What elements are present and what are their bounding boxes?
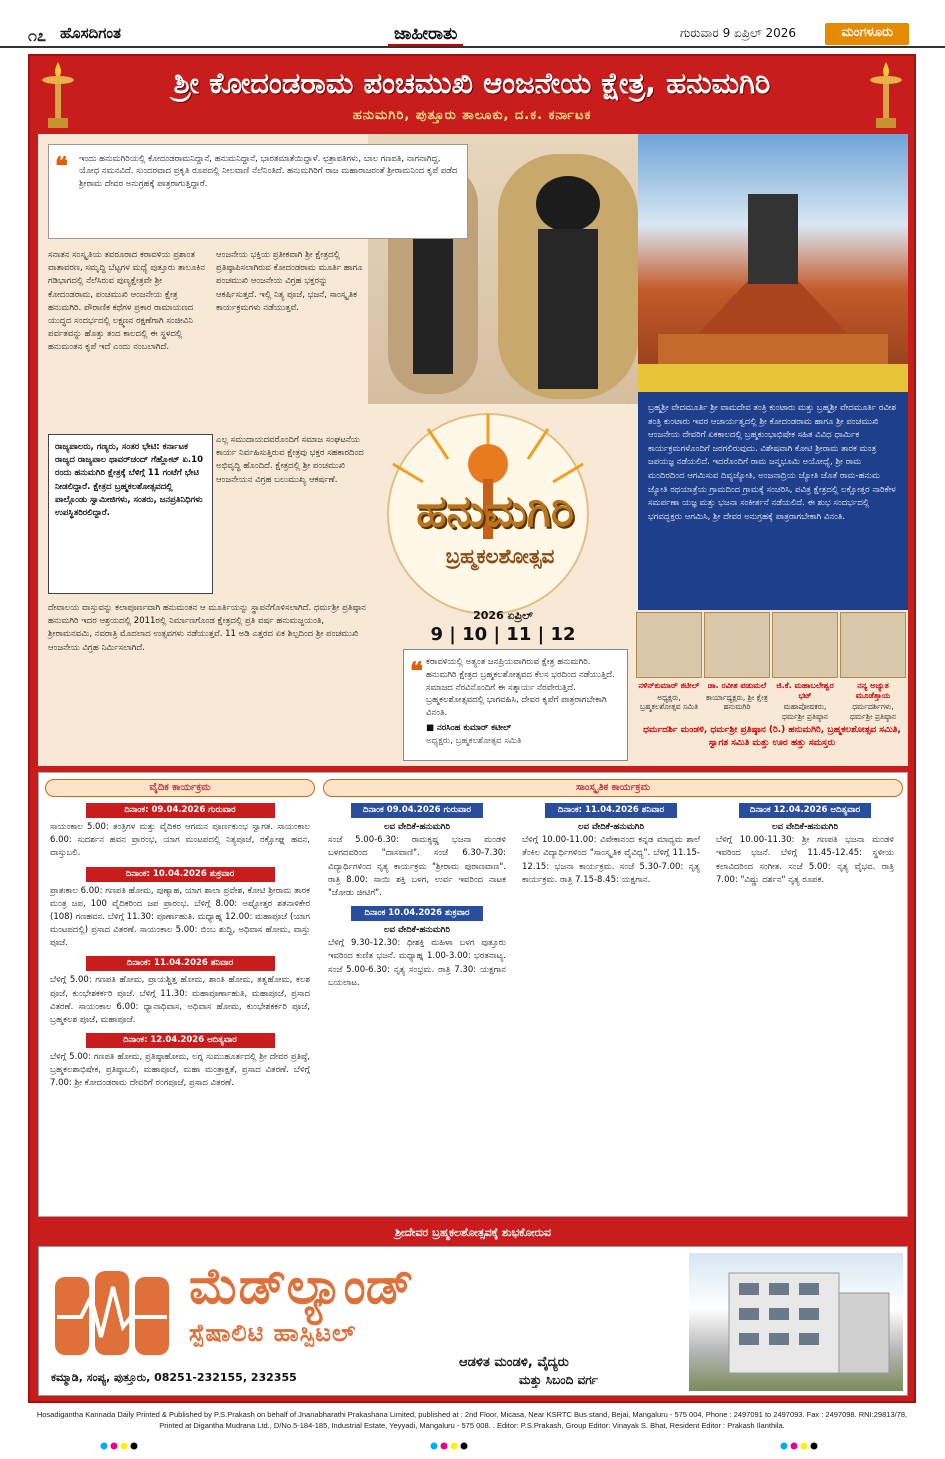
member-name: ನನ್ಯ ಅಚ್ಯುತ ಮೂಡೆತ್ತಾಯ [855, 681, 891, 700]
section-label: ಜಾಹೀರಾತು [388, 24, 463, 46]
registration-marks-icon [430, 1442, 510, 1450]
registration-marks-icon [780, 1442, 860, 1450]
cultural-column [711, 797, 899, 990]
quote-icon: ❝ [410, 656, 423, 685]
cultural-column [323, 797, 511, 990]
member-role: ಮಹಾಪೋಷಕರು, ಧರ್ಮಶ್ರೀ ಪ್ರತಿಷ್ಠಾನ [782, 702, 828, 721]
governor-visit-box [48, 434, 213, 594]
hospital-management: ಆಡಳಿತ ಮಂಡಳಿ, ವೈದ್ಯರು [459, 1355, 569, 1370]
avatar [636, 612, 702, 678]
cultural-column [517, 797, 705, 990]
ritual-info-text: ಬ್ರಹ್ಮಶ್ರೀ ವೇದಮೂರ್ತಿ ಶ್ರೀ ವಾಮದೇವ ತಂತ್ರಿ ಕುಂಟಾರು ಮತ್ತು ಬ್ರಹ್ಮಶ್ರೀ ವೇದಮೂರ್ತಿ ರವೀಶ ತಂತ್ರಿ ಕುಂಟಾರು ಇವರ ಆಚಾರ್ಯತ್ವದಲ್ಲಿ ಶ್ರೀ ಕೋದಂಡರಾಮ ಹಾಗೂ ಶ್ರೀ ಪಂಚಮುಖಿ ಆಂಜನೇಯ ದೇವರಿಗೆ ಏಕಕಾಲದಲ್ಲಿ ಬ್ರಹ್ಮಕುಂಭಾಭಿಷೇಕ ಸಹಿತ ವಿವಿಧ ಧಾರ್ಮಿಕ ಕಾರ್ಯಕ್ರಮಗಳೊಂದಿಗೆ ಜರಗಲಿರುವುದು. ವಿಶೇಷವಾಗಿ ಕೋಟಿ ಶ್ರೀರಾಮ ತಾರಕ ಮಂತ್ರ ಜಪಯಜ್ಞ ನಡೆಯಲಿದೆ. ಇದರೊಂದಿಗೆ ರಾಮ ಜನ್ಮಭೂಮಿ ಅಯೋಧ್ಯೆ, ಶ್ರೀ ರಾಮ ಮಂದಿರದಿಂದ ಆಗಮಿಸುವ ದಿವ್ಯಜ್ಯೋತಿ, ಅಂಜನಾದ್ರಿಯ ಜ್ಯೋತಿ ಜೊತೆ ರಾಮ-ಹನುಮ ಜ್ಯೋತಿ ರಥಯಾತ್ರೆಯ ಗ್ರಾಮದಿಂದ ಗ್ರಾಮಕ್ಕೆ ಸಂಚರಿಸಿ, ಪವಿತ್ರ ಕ್ಷೇತ್ರದಲ್ಲಿ ಲಕ್ಷೋತ್ತರ ನಾರಿಕೇಳ ಸಮರ್ಪಣಾ ಯಜ್ಞ ಮತ್ತು ಭಜನಾ ಸಂಕೀರ್ತನೆ ನಡೆಯಲಿದೆ. ಈ ಶುಭ ಸಂದರ್ಭದಲ್ಲಿ ಭಗವದ್ಭಕ್ತರು ಆಗಮಿಸಿ, ಶ್ರೀ ದೇವರ ಅನುಗ್ರಹಕ್ಕೆ ಪಾತ್ರರಾಗಬೇಕಾಗಿ ವಿನಂತಿ. [648, 403, 896, 522]
hospital-advertisement [38, 1246, 908, 1396]
hospital-subtitle: ಸ್ಪೆಷಾಲಿಟಿ ಹಾಸ್ಪಿಟಲ್ [189, 1319, 357, 1347]
avatar [772, 612, 838, 678]
day-program: ಬೆಳಿಗ್ಗೆ 5.00: ಗಣಪತಿ ಹೋಮ, ಪ್ರತಿಷ್ಠಾಹೋಮ, ಲಗ್ನ ಸುಮುಹೂರ್ತದಲ್ಲಿ ಶ್ರೀ ದೇವರ ಪ್ರತಿಷ್ಠೆ, ಬ್ರಹ್ಮಕಲಶಾಭಿಷೇಕ, ಪ್ರತಿಷ್ಠಾಬಲಿ, ಮಹಾಪೂಜೆ, ಮಹಾ ಮಂತ್ರಾಕ್ಷತೆ, ಪ್ರಸಾದ ವಿತರಣೆ. ಬೆಳಿಗ್ಗೆ 7.00: ಶ್ರೀ ಕೋದಂಡರಾಮ ದೇವರಿಗೆ ರಂಗಪೂಜೆ, ಪ್ರಸಾದ ವಿತರಣೆ. [50, 1052, 310, 1089]
hospital-name: ಮೆಡ್‌ಲ್ಯಾಂಡ್ [189, 1257, 414, 1315]
quote-icon: ❝ [55, 151, 68, 180]
governor-visit-text: ರಾಜ್ಯಪಾಲರು, ಗಣ್ಯರು, ಸಂತರ ಭೇಟಿ: ಕರ್ನಾಟಕ ರಾಜ್ಯದ ರಾಜ್ಯಪಾಲ ಥಾವರ್‌ಚಂದ್ ಗೆಹ್ಲೋಟ್ ಏ.10 ರಂದು ಹನುಮಗಿರಿ ಕ್ಷೇತ್ರಕ್ಕೆ ಬೆಳಿಗ್ಗೆ 11 ಗಂಟೆಗೆ ಭೇಟಿ ನೀಡಲಿದ್ದಾರೆ. ಕ್ಷೇತ್ರದ ಬ್ರಹ್ಮಕಲಶೋತ್ಸವದಲ್ಲಿ ಪಾಲ್ಗೊಂಡು ಸ್ವಾಮೀಜಿಗಳು, ಸಂತರು, ಜನಪ್ರತಿನಿಧಿಗಳು ಉಪಸ್ಥಿತರಿರಲಿದ್ದಾರೆ. [55, 442, 203, 518]
stage-name: ಲವ ವೇದಿಕೆ-ಹನುಮಗಿರಿ [384, 925, 450, 936]
member-role: ಅಧ್ಯಕ್ಷರು, ಬ್ರಹ್ಮಕಲಶೋತ್ಸವ ಸಮಿತಿ [639, 692, 699, 711]
day-heading: ದಿನಾಂಕ 09.04.2026 ಗುರುವಾರ [351, 803, 483, 818]
date-label: ಗುರುವಾರ 9 ಏಪ್ರಿಲ್ 2026 [680, 26, 797, 40]
day-heading: ದಿನಾಂಕ: 12.04.2026 ಆದಿತ್ಯವಾರ [86, 1033, 275, 1048]
building-illustration [689, 1253, 903, 1391]
committee-member [772, 612, 838, 721]
ad-title: ಶ್ರೀ ಕೋದಂಡರಾಮ ಪಂಚಮುಖಿ ಆಂಜನೇಯ ಕ್ಷೇತ್ರ, ಹನುಮಗಿರಿ [173, 66, 771, 100]
cultural-heading: ಸಾಂಸ್ಕೃತಿಕ ಕಾರ್ಯಕ್ರಮ [323, 779, 903, 797]
hospital-contact: ಕಮ್ಮಾಡಿ, ಸಂಪ್ಯ, ಪುತ್ತೂರು, 08251-232155, 232355 [51, 1371, 297, 1384]
day-program: ಸಂಜೆ 5.00-6.30: ರಾಮಕೃಷ್ಣ ಭಜನಾ ಮಂಡಳಿ ಬಳಗದವರಿಂದ "ದಾಸವಾಣಿ". ಸಂಜೆ 6.30-7.30: ವಿದ್ಯಾರ್ಥಿಗಳಿಂದ ನೃತ್ಯ ಕಾರ್ಯಕ್ರಮ "ಶ್ರೀರಾಮ ಪುರಾಣವಾಣ". ರಾತ್ರಿ 8.00: ಸಾಯಿ ಶಕ್ತಿ ಬಳಗ, ಉರ್ವ ಇವರಿಂದ ನಾಟಕ "ಜೋಡು ಜೀಟಿಗೆ". [328, 835, 506, 898]
emblem-year: 2026 ಏಪ್ರಿಲ್ [473, 609, 533, 622]
article-column-c: ದೇವಾಲಯ ವಾಸ್ತುವನ್ನು ಕಲಾಪೂರ್ಣವಾಗಿ ಹನುಮಂತನ ಆ ಮೂರ್ತಿಯನ್ನು ಸ್ಥಾಪನೆಗೊಳಿಸಲಾಗಿದೆ. ಧರ್ಮಶ್ರೀ ಪ್ರತಿಷ್ಠಾನ ಹನುಮಗಿರಿ ಇದರ ಆಶ್ರಯದಲ್ಲಿ 2011ರಲ್ಲಿ ನಿರ್ಮಾಣಗೊಂಡ ಕ್ಷೇತ್ರದಲ್ಲಿ ಪ್ರತಿ ವರ್ಷ ಹನುಮಜ್ಜಯಂತಿ, ಶ್ರೀರಾಮನವಮಿ, ನವರಾತ್ರಿ ಮೊದಲಾದ ಉತ್ಸವಗಳು ನಡೆಯುತ್ತವೆ. 11 ಅಡಿ ಎತ್ತರದ ಏಕ ಶಿಲ್ಪದಿಂದ ಶ್ರೀ ಪಂಚಮುಖಿ ಆಂಜನೇಯ ವಿಗ್ರಹ ನಿರ್ಮಿಸಲಾಗಿದೆ. [48, 603, 366, 653]
day-heading: ದಿನಾಂಕ: 10.04.2026 ಶುಕ್ರವಾರ [86, 867, 275, 882]
temple-illustration [638, 134, 908, 394]
member-name: ಜಿ.ಕೆ. ಮಹಾಬಲೇಶ್ವರ ಭಟ್ [776, 681, 834, 700]
committee-member [704, 612, 770, 711]
day-program: ಪ್ರಾತಃಕಾಲ 6.00: ಗಣಪತಿ ಹೋಮ, ಪುಣ್ಯಾಹ, ಯಾಗ ಶಾಲಾ ಪ್ರವೇಶ, ಕೋಟಿ ಶ್ರೀರಾಮ ತಾರಕ ಮಂತ್ರ ಜಪ, 100 ವೈದಿಕರಿಂದ ಜಪ ಪ್ರಾರಂಭ. ಬೆಳಿಗ್ಗೆ 8.00: ಅಷ್ಟೋತ್ತರ ಶತನಾಳಿಕೇರ (108) ಗಣಹವನ. ಬೆಳಿಗ್ಗೆ 11.30: ಪೂರ್ಣಾಹುತಿ. ಮಧ್ಯಾಹ್ನ 12.00: ಮಹಾಪೂಜೆ (ಯಾಗ ಮಂಟಪದಲ್ಲಿ) ಪ್ರಸಾದ ವಿತರಣೆ. ಸಾಯಂಕಾಲ 5.00: ಬಿಂಬ ಶುದ್ಧಿ, ಅಧಿವಾಸ ಹೋಮ, ವಾಸ್ತು ಪೂಜೆ. [50, 885, 310, 949]
member-role: ಕಾರ್ಯಾಧ್ಯಕ್ಷರು, ಶ್ರೀ ಕ್ಷೇತ್ರ ಹನುಮಗಿರಿ [706, 692, 768, 711]
cultural-schedule [323, 779, 903, 990]
hospital-building-photo [689, 1253, 903, 1391]
article-column-b: ಆಂಜನೇಯ ಭಕ್ತಿಯ ಪ್ರತೀಕವಾಗಿ ಶ್ರೀ ಕ್ಷೇತ್ರದಲ್ಲಿ ಪ್ರತಿಷ್ಠಾಪಿಸಲಾಗಿರುವ ಕೋದಂಡರಾಮ ಮೂರ್ತಿ ಹಾಗೂ ಪಂಚಮುಖಿ ಆಂಜನೇಯ ವಿಗ್ರಹ ಭಕ್ತರನ್ನು ಆಕರ್ಷಿಸುತ್ತದೆ. ಇಲ್ಲಿ ನಿತ್ಯ ಪೂಜೆ, ಭಜನೆ, ಸಾಂಸ್ಕೃತಿಕ ಕಾರ್ಯಕ್ರಮಗಳು ನಡೆಯುತ್ತವೆ. [216, 250, 363, 313]
president-message-box [403, 649, 628, 761]
organizers-line: ಧರ್ಮದರ್ಶಿ ಮಂಡಳಿ, ಧರ್ಮಶ್ರೀ ಪ್ರತಿಷ್ಠಾನ (ರಿ.) ಹನುಮಗಿರಿ, ಬ್ರಹ್ಮಕಲಶೋತ್ಸವ ಸಮಿತಿ, ಸ್ವಾಗತ ಸಮಿತಿ ಮತ್ತು ಊರ ಹತ್ತು ಸಮಸ್ತರು [643, 725, 901, 748]
day-program: ಸಾಯಂಕಾಲ 5.00: ತಂತ್ರಿಗಳ ಮತ್ತು ವೈದಿಕರ ಆಗಮನ ಪೂರ್ಣಕುಂಭ ಸ್ವಾಗತ. ಸಾಯಂಕಾಲ 6.00: ಸುದರ್ಶನ ಹವನ ಪ್ರಾರಂಭ, ಯಾಗ ಮಂಟಪದಲ್ಲಿ ನಿತ್ಯಪೂಜೆ, ರಕ್ಷೋಘ್ನ ಹವನ, ವಾಸ್ತುಬಲಿ. [50, 822, 310, 859]
registration-marks-icon [100, 1442, 180, 1450]
intro-box [48, 144, 468, 239]
ad-subtitle: ಹನುಮಗಿರಿ, ಪುತ್ತೂರು ತಾಲೂಕು, ದ.ಕ. ಕರ್ನಾಟಕ [352, 108, 592, 123]
greeting-banner: ಶ್ರೀದೇವರ ಬ್ರಹ್ಮಕಲಶೋತ್ಸವಕ್ಕೆ ಶುಭಕೋರುವ [38, 1223, 908, 1243]
vaidika-schedule [45, 779, 315, 1091]
imprint-line: Hosadigantha Kannada Daily Printed & Published by P.S.Prakash on behalf of Jnanabharathi Prakashana Limited, published at : 2nd Floor, Micasa, Near KSRTC Bus stand, Bejai, Mangaluru - 575 004, Phone : 2497091 to 2497093. Fax : 2497098. RNI:29813/78, Printed at Digantha Mudrana Ltd., D/No.5-184-185, Industrial Estate, Yeyyadi, Mangaluru - 575 008. . Editor: P.S.Prakash, Group Editor: Vinayak S. Bhat, Resident Editor : Prakash Ilanthila. [36, 1410, 908, 1430]
avatar [704, 612, 770, 678]
schedule-section [38, 772, 908, 1217]
ritual-info-panel [638, 392, 908, 610]
day-heading: ದಿನಾಂಕ: 11.04.2026 ಶನಿವಾರ [545, 803, 677, 818]
edition-label: ಮಂಗಳೂರು [825, 23, 909, 45]
stage-name: ಲವ ವೇದಿಕೆ-ಹನುಮಗಿರಿ [384, 822, 450, 832]
message-author-role: ಅಧ್ಯಕ್ಷರು, ಬ್ರಹ್ಮಕಲಶೋತ್ಸವ ಸಮಿತಿ [426, 735, 522, 746]
page-number: ೧೭ [28, 26, 46, 45]
day-program: ಬೆಳಿಗ್ಗೆ 9.30-12.30: ಧೀಶಕ್ತಿ ಮಹಿಳಾ ಬಳಗ ಪುತ್ತೂರು ಇವರಿಂದ ಕುಣಿತ ಭಜನೆ. ಮಧ್ಯಾಹ್ನ 1.00-3.00: ಭರತನಾಟ್ಯ. ಸಂಜೆ 5.00-6.30: ನೃತ್ಯ ಸಂಭ್ರಮ. ರಾತ್ರಿ 7.30: ಯಕ್ಷಗಾನ ಬಯಲಾಟ. [328, 938, 506, 988]
hospital-logo-icon [51, 1267, 171, 1359]
paper-name: ಹೊಸದಿಗಂತ [60, 24, 121, 42]
day-heading: ದಿನಾಂಕ 10.04.2026 ಶುಕ್ರವಾರ [351, 906, 483, 921]
hospital-staff: ಮತ್ತು ಸಿಬಂದಿ ವರ್ಗ [519, 1373, 598, 1387]
article-column-d: ಎಲ್ಲ ಸಮುದಾಯದವರೊಂದಿಗೆ ಸಮಾಜ ಸಂಘಟನೆಯ ಕಾರ್ಯ ನಿರ್ವಹಿಸುತ್ತಿರುವ ಕ್ಷೇತ್ರವು ಭಕ್ತರ ಸಹಕಾರದಿಂದ ಅಭಿವೃದ್ಧಿ ಹೊಂದಿದೆ. ಕ್ಷೇತ್ರದಲ್ಲಿ ಶ್ರೀ ಪಂಚಮುಖಿ ಆಂಜನೇಯನ ವಿಗ್ರಹ ಬಲುಮುಖ್ಯ ಆಕರ್ಷಣೆ. [216, 435, 364, 485]
member-name: ನಳಿನ್‌ಕುಮಾರ್ ಕಟೀಲ್ [638, 681, 700, 690]
temple-advertisement [28, 54, 916, 1403]
day-program: ಬೆಳಿಗ್ಗೆ 10.00-11.30: ಶ್ರೀ ಗಣಪತಿ ಭಜನಾ ಮಂಡಳಿ ಇವರಿಂದ ಭಜನೆ. ಬೆಳಿಗ್ಗೆ 11.45-12.45: ಸ್ಥಳೀಯ ಕಲಾವಿದರಿಂದ ಸಂಗೀತ. ಸಂಜೆ 5.00: ನೃತ್ಯ ವೈಭವ. ರಾತ್ರಿ 7.00: "ವಿಷ್ಣು ದರ್ಶನ" ನೃತ್ಯ ರೂಪಕ. [716, 835, 894, 885]
president-message: ಕರಾವಳಿಯಲ್ಲಿ ಅತ್ಯಂತ ಜನಪ್ರಿಯವಾಗಿರುವ ಕ್ಷೇತ್ರ ಹನುಮಗಿರಿ. ಹನುಮಗಿರಿ ಕ್ಷೇತ್ರದ ಬ್ರಹ್ಮಕಲಶೋತ್ಸವದ ಕೆಲಸ ಭರದಿಂದ ನಡೆಯುತ್ತಿದೆ. ಸಮಾಜದ ನೆರವಿನೊಂದಿಗೆ ಈ ಸತ್ಕಾರ್ಯ ನೆರವೇರುತ್ತಿದೆ. ಬ್ರಹ್ಮಕಲಶೋತ್ಸವದಲ್ಲಿ ಭಾಗವಹಿಸಿ, ದೇವರ ಕೃಪೆಗೆ ಪಾತ್ರರಾಗಬೇಕಾಗಿ ವಿನಂತಿ. [426, 657, 615, 718]
hero-section [38, 134, 908, 766]
masthead [0, 0, 945, 48]
emblem-subtitle: ಬ್ರಹ್ಮಕಲಶೋತ್ಸವ [445, 544, 555, 568]
emblem-title: ಹನುಮಗಿರಿ [415, 486, 575, 537]
day-program: ಬೆಳಿಗ್ಗೆ 5.00: ಗಣಪತಿ ಹೋಮ, ಪ್ರಾಯಶ್ಚಿತ್ತ ಹೋಮ, ಶಾಂತಿ ಹೋಮ, ತತ್ವಹೋಮ, ಕಲಶ ಪೂಜೆ, ಕುಂಭೇಶಕರ್ಕರಿ ಪೂಜೆ. ಬೆಳಿಗ್ಗೆ 11.30: ಮಹಾಪೂರ್ಣಾಹುತಿ, ಮಹಾಪೂಜೆ, ಪ್ರಸಾದ ವಿತರಣೆ. ಸಾಯಂಕಾಲ 6.00: ಧ್ಯಾನಾಧಿವಾಸ, ಅಧಿವಾಸ ಹೋಮ, ಕುಂಭೇಶಕರ್ಕರಿ ಪೂಜೆ, ಬ್ರಹ್ಮಕಲಶ ಪೂಜೆ, ಮಹಾಪೂಜೆ. [50, 975, 310, 1025]
emblem-days: 9 | 10 | 11 | 12 [430, 624, 576, 645]
member-name: ಡಾ. ರವೀಶ ಪಡುಮಲೆ [707, 681, 767, 690]
stage-name: ಲವ ವೇದಿಕೆ-ಹನುಮಗಿರಿ [772, 822, 838, 832]
committee-member [840, 612, 906, 721]
stage-name: ಲವ ವೇದಿಕೆ-ಹನುಮಗಿರಿ [578, 822, 644, 832]
vaidika-heading: ವೈದಿಕ ಕಾರ್ಯಕ್ರಮ [45, 779, 315, 797]
day-heading: ದಿನಾಂಕ: 09.04.2026 ಗುರುವಾರ [86, 803, 275, 818]
intro-text: ಇಂದು ಹನುಮಗಿರಿಯಲ್ಲಿ ಕೋದಂಡರಾಮನಿದ್ದಾನೆ, ಹನುಮನಿದ್ದಾನೆ, ಭಾರತಮಾತೆಯಿದ್ದಾಳೆ. ಛತ್ರಾಪತಿಗಳು, ಬಾಲ ಗಣಪತಿ, ನಾಗನಾಗಿದ್ದ, ಯೋಧ ನಮನವಿದೆ. ಸುಂದರವಾದ ಪ್ರಕೃತಿ ರೂಪದಲ್ಲಿ ನೀಲವಾಣಿ ನೆಲೆನಿಂತಿದೆ. ಹನುಮಗಿರಿಗೆ ರಾಜ ಮಹಾರಾಜರಂತೆ ಶ್ರೀರಾಮನಿಂದ ಕೃಪೆ ಪಡೆದ ಶ್ರೀರಾಮ ದೇವರ ಅನುಗ್ರಹಕ್ಕೆ ಪಾತ್ರರಾಗುತ್ತಿದ್ದಾರೆ. [79, 154, 458, 189]
committee-member [636, 612, 702, 711]
temple-photo [638, 134, 908, 394]
day-heading: ದಿನಾಂಕ: 11.04.2026 ಶನಿವಾರ [86, 956, 275, 971]
day-heading: ದಿನಾಂಕ 12.04.2026 ಆದಿತ್ಯವಾರ [739, 803, 871, 818]
member-role: ಧರ್ಮದರ್ಶಿಗಳು, ಧರ್ಮಶ್ರೀ ಪ್ರತಿಷ್ಠಾನ [850, 702, 896, 721]
avatar [840, 612, 906, 678]
article-column-a: ಸನಾತನ ಸಂಸ್ಕೃತಿಯ ತವರೂರಾದ ಕರಾವಳಿಯ ಪ್ರಶಾಂತ ವಾತಾವರಣ, ಸಮೃದ್ಧಿ ಬೆಟ್ಟಗಳ ಮಧ್ಯೆ ಪುತ್ತೂರು ತಾಲೂಕಿನ ಗಡಿಭಾಗದಲ್ಲಿ ನೆಲೆಸಿರುವ ಪುಣ್ಯಕ್ಷೇತ್ರವೇ ಶ್ರೀ ಕೋದಂಡರಾಮ, ಪಂಚಮುಖಿ ಆಂಜನೇಯ ಕ್ಷೇತ್ರ ಹನುಮಗಿರಿ. ಪೌರಾಣಿಕ ಕಥೆಗಳ ಪ್ರಕಾರ ರಾಮಾಯಣದ ಯುದ್ಧದ ಸಂದರ್ಭದಲ್ಲಿ ಲಕ್ಷ್ಮಣನ ರಕ್ಷಣೆಗಾಗಿ ಸಂಜೀವಿನಿ ಪರ್ವತವನ್ನು ಹೊತ್ತು ತಂದ ಕಾಲದಲ್ಲಿ ಈ ಸ್ಥಳದಲ್ಲಿ ಹನುಮಂತನ ಕೃಪೆ ಇದೆ ಎಂದು ನಂಬಲಾಗಿದೆ. [48, 250, 205, 353]
message-author: ■ ನರಸಿಂಹ ಕುಮಾರ್ ಕಟೀಲ್ [426, 722, 512, 733]
day-program: ಬೆಳಿಗ್ಗೆ 10.00-11.00: ವಿವೇಕಾನಂದ ಕನ್ನಡ ಮಾಧ್ಯಮ ಶಾಲೆ ತೆಂಕಿಲ ವಿದ್ಯಾರ್ಥಿಗಳಿಂದ "ಸಾಂಸ್ಕೃತಿಕ ವೈವಿಧ್ಯ". ಬೆಳಿಗ್ಗೆ 11.15-12.15: ಭಜನಾ ಕಾರ್ಯಕ್ರಮ. ಸಂಜೆ 5.30-7.00: ನೃತ್ಯ ಕಾರ್ಯಕ್ರಮ. ರಾತ್ರಿ 7.15-8.45: ಯಕ್ಷಗಾನ. [522, 835, 700, 885]
